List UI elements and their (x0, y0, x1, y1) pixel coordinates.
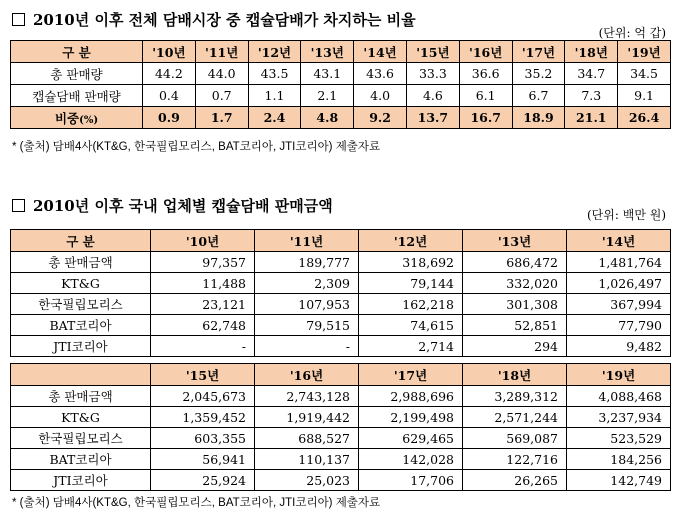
share-percent-row (11, 107, 671, 129)
share-value-cell: 26.4 (618, 107, 671, 129)
value-cell: 2.1 (301, 85, 354, 107)
checkbox-square-icon (12, 199, 25, 212)
year-header-cell: '15년 (406, 41, 459, 63)
value-cell: 523,529 (567, 428, 671, 449)
share-unit-suffix: (%) (79, 114, 99, 126)
value-cell: 142,749 (567, 470, 671, 491)
share-value-cell: 4.8 (301, 107, 354, 129)
value-cell: 79,515 (255, 315, 359, 336)
value-cell: 62,748 (151, 315, 255, 336)
value-cell: 4,088,468 (567, 386, 671, 407)
value-cell: 35.2 (512, 63, 565, 85)
value-cell: 44.2 (143, 63, 196, 85)
row-label-cell: BAT코리아 (11, 449, 151, 470)
table-row (11, 273, 671, 294)
year-header-cell: '13년 (301, 41, 354, 63)
value-cell: 25,023 (255, 470, 359, 491)
year-header-cell: '14년 (354, 41, 407, 63)
share-value-cell: 18.9 (512, 107, 565, 129)
year-header-cell: '17년 (359, 364, 463, 386)
value-cell: 56,941 (151, 449, 255, 470)
header-row (11, 41, 671, 63)
year-header-cell: '12년 (359, 230, 463, 252)
header-row (11, 364, 671, 386)
table-row (11, 470, 671, 491)
value-cell: 11,488 (151, 273, 255, 294)
year-header-cell: '16년 (459, 41, 512, 63)
year-header-cell: '13년 (463, 230, 567, 252)
row-label-cell: 한국필립모리스 (11, 428, 151, 449)
value-cell: 107,953 (255, 294, 359, 315)
value-cell: 52,851 (463, 315, 567, 336)
value-cell: 184,256 (567, 449, 671, 470)
value-cell: 25,924 (151, 470, 255, 491)
value-cell: 1,026,497 (567, 273, 671, 294)
header-label-cell: 구 분 (11, 230, 151, 252)
header-label-cell (11, 364, 151, 386)
year-header-cell: '19년 (567, 364, 671, 386)
value-cell: 6.1 (459, 85, 512, 107)
section2-unit: (단위: 백만 원) (587, 208, 666, 222)
value-cell: 74,615 (359, 315, 463, 336)
section1-title-text: 2010년 이후 전체 담배시장 중 캡슐담배가 차지하는 비율 (33, 11, 416, 29)
sales-amount-table-2010-2014 (10, 229, 671, 357)
checkbox-square-icon (12, 13, 25, 26)
share-value-cell: 21.1 (565, 107, 618, 129)
section2-title (12, 195, 333, 216)
table-row (11, 407, 671, 428)
row-label-cell: 총 판매금액 (11, 252, 151, 273)
table-row (11, 315, 671, 336)
value-cell: 44.0 (195, 63, 248, 85)
year-header-cell: '19년 (618, 41, 671, 63)
row-label-cell: KT&G (11, 407, 151, 428)
section1-unit: (단위: 억 갑) (598, 26, 666, 40)
table-row (11, 63, 671, 85)
year-header-cell: '15년 (151, 364, 255, 386)
value-cell: 294 (463, 336, 567, 357)
table-row (11, 294, 671, 315)
value-cell: 301,308 (463, 294, 567, 315)
row-label-cell: JTI코리아 (11, 336, 151, 357)
share-value-cell: 2.4 (248, 107, 301, 129)
row-label-cell: 캡슐담배 판매량 (11, 85, 143, 107)
value-cell: 1,481,764 (567, 252, 671, 273)
value-cell: 2,309 (255, 273, 359, 294)
value-cell: 686,472 (463, 252, 567, 273)
year-header-cell: '18년 (463, 364, 567, 386)
value-cell: - (151, 336, 255, 357)
value-cell: 2,988,696 (359, 386, 463, 407)
value-cell: 23,121 (151, 294, 255, 315)
value-cell: 629,465 (359, 428, 463, 449)
value-cell: 2,714 (359, 336, 463, 357)
year-header-cell: '11년 (255, 230, 359, 252)
value-cell: 43.6 (354, 63, 407, 85)
row-label-cell: KT&G (11, 273, 151, 294)
table-row (11, 85, 671, 107)
row-label-cell: 한국필립모리스 (11, 294, 151, 315)
value-cell: 33.3 (406, 63, 459, 85)
share-value-cell: 13.7 (406, 107, 459, 129)
row-label-cell (11, 107, 143, 129)
table-row (11, 336, 671, 357)
share-value-cell: 0.9 (143, 107, 196, 129)
value-cell: 36.6 (459, 63, 512, 85)
table-row (11, 449, 671, 470)
capsule-share-table (10, 40, 671, 129)
value-cell: 79,144 (359, 273, 463, 294)
value-cell: 122,716 (463, 449, 567, 470)
value-cell: 34.5 (618, 63, 671, 85)
table-row (11, 428, 671, 449)
header-label-cell: 구 분 (11, 41, 143, 63)
year-header-cell: '12년 (248, 41, 301, 63)
value-cell: 97,357 (151, 252, 255, 273)
value-cell: 142,028 (359, 449, 463, 470)
header-row (11, 230, 671, 252)
value-cell: 332,020 (463, 273, 567, 294)
value-cell: 0.7 (195, 85, 248, 107)
value-cell: - (255, 336, 359, 357)
section2-source-note: * (출처) 담배4사(KT&G, 한국필립모리스, BAT코리아, JTI코리아) 제출자료 (12, 497, 381, 509)
section2-title-text: 2010년 이후 국내 업체별 캡슐담배 판매금액 (33, 197, 333, 215)
value-cell: 43.5 (248, 63, 301, 85)
year-header-cell: '14년 (567, 230, 671, 252)
value-cell: 189,777 (255, 252, 359, 273)
value-cell: 318,692 (359, 252, 463, 273)
year-header-cell: '11년 (195, 41, 248, 63)
value-cell: 77,790 (567, 315, 671, 336)
value-cell: 110,137 (255, 449, 359, 470)
value-cell: 569,087 (463, 428, 567, 449)
value-cell: 2,199,498 (359, 407, 463, 428)
value-cell: 6.7 (512, 85, 565, 107)
value-cell: 162,218 (359, 294, 463, 315)
share-value-cell: 16.7 (459, 107, 512, 129)
value-cell: 4.0 (354, 85, 407, 107)
value-cell: 26,265 (463, 470, 567, 491)
share-value-cell: 9.2 (354, 107, 407, 129)
row-label-cell: 총 판매금액 (11, 386, 151, 407)
value-cell: 688,527 (255, 428, 359, 449)
value-cell: 2,743,128 (255, 386, 359, 407)
value-cell: 43.1 (301, 63, 354, 85)
value-cell: 0.4 (143, 85, 196, 107)
value-cell: 1.1 (248, 85, 301, 107)
value-cell: 17,706 (359, 470, 463, 491)
share-label: 비중 (54, 110, 80, 126)
row-label-cell: JTI코리아 (11, 470, 151, 491)
year-header-cell: '17년 (512, 41, 565, 63)
value-cell: 1,359,452 (151, 407, 255, 428)
row-label-cell: 총 판매량 (11, 63, 143, 85)
value-cell: 1,919,442 (255, 407, 359, 428)
year-header-cell: '10년 (151, 230, 255, 252)
table-row (11, 252, 671, 273)
table-row (11, 386, 671, 407)
value-cell: 4.6 (406, 85, 459, 107)
sales-amount-table-2015-2019 (10, 363, 671, 491)
row-label-cell: BAT코리아 (11, 315, 151, 336)
value-cell: 9.1 (618, 85, 671, 107)
section1-title (12, 9, 416, 30)
year-header-cell: '18년 (565, 41, 618, 63)
share-value-cell: 1.7 (195, 107, 248, 129)
value-cell: 2,045,673 (151, 386, 255, 407)
value-cell: 367,994 (567, 294, 671, 315)
value-cell: 2,571,244 (463, 407, 567, 428)
value-cell: 34.7 (565, 63, 618, 85)
value-cell: 3,237,934 (567, 407, 671, 428)
section1-source-note: * (출처) 담배4사(KT&G, 한국필립모리스, BAT코리아, JTI코리아) 제출자료 (12, 141, 381, 153)
year-header-cell: '16년 (255, 364, 359, 386)
value-cell: 7.3 (565, 85, 618, 107)
value-cell: 603,355 (151, 428, 255, 449)
value-cell: 9,482 (567, 336, 671, 357)
year-header-cell: '10년 (143, 41, 196, 63)
value-cell: 3,289,312 (463, 386, 567, 407)
